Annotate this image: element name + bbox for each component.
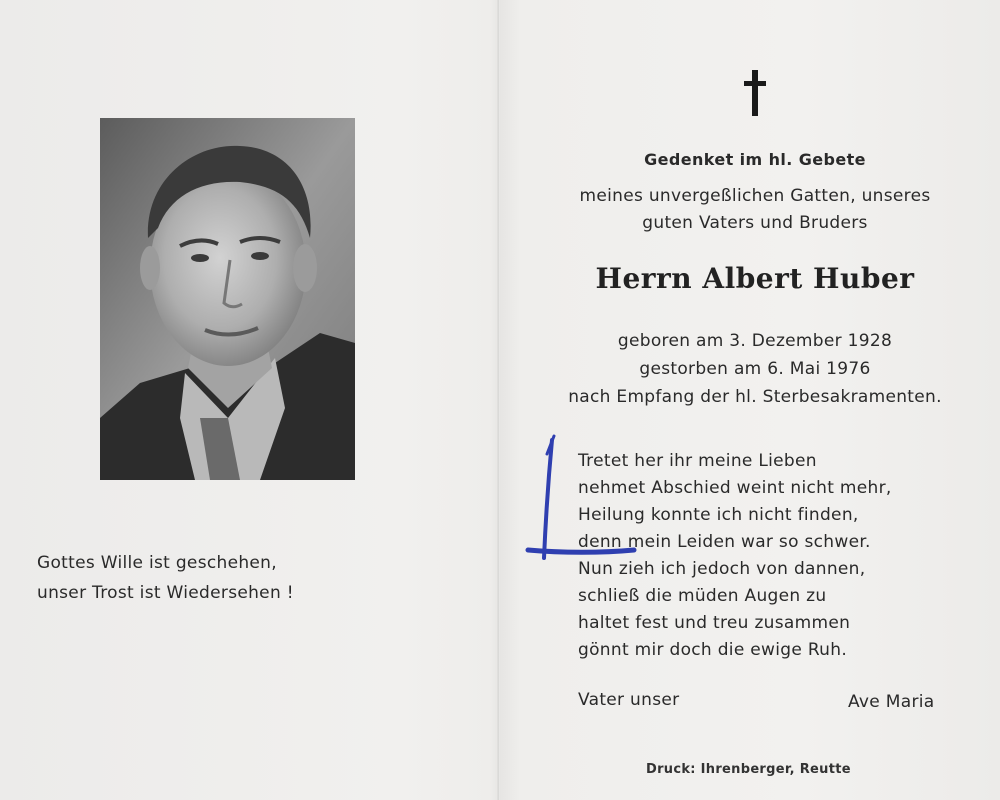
left-verse	[37, 548, 294, 608]
prayer-ave-maria: Ave Maria	[848, 692, 935, 712]
prayer-vater-unser: Vater unser	[578, 690, 680, 710]
deceased-name: Herrn Albert Huber	[595, 262, 915, 295]
poem-line: Tretet her ihr meine Lieben	[578, 451, 817, 471]
left-verse-line: unser Trost ist Wiedersehen !	[37, 583, 294, 603]
card-fold	[497, 0, 500, 800]
poem-line: Nun zieh ich jedoch von dannen,	[578, 559, 866, 579]
life-dates	[540, 327, 970, 411]
portrait-photo	[100, 118, 355, 480]
poem-line: gönnt mir doch die ewige Ruh.	[578, 640, 848, 660]
left-verse-line: Gottes Wille ist geschehen,	[37, 553, 277, 573]
poem-line: Heilung konnte ich nicht finden,	[578, 505, 859, 525]
intro-line: guten Vaters und Bruders	[642, 213, 868, 233]
intro-lines	[540, 183, 970, 237]
birth-date-line: geboren am 3. Dezember 1928	[617, 331, 893, 351]
poem-line: schließ die müden Augen zu	[578, 586, 827, 606]
intro-title: Gedenket im hl. Gebete	[644, 150, 866, 169]
printer-credit: Druck: Ihrenberger, Reutte	[646, 762, 851, 777]
handwritten-pen-mark	[522, 432, 642, 567]
intro-line: meines unvergeßlichen Gatten, unseres	[579, 186, 931, 206]
poem-line: denn mein Leiden war so schwer.	[578, 532, 871, 552]
poem-line: nehmet Abschied weint nicht mehr,	[578, 478, 892, 498]
sacrament-line: nach Empfang der hl. Sterbesakramenten.	[568, 387, 942, 407]
poem-line: haltet fest und treu zusammen	[578, 613, 851, 633]
latin-cross-icon	[744, 70, 766, 116]
death-date-line: gestorben am 6. Mai 1976	[639, 359, 871, 379]
